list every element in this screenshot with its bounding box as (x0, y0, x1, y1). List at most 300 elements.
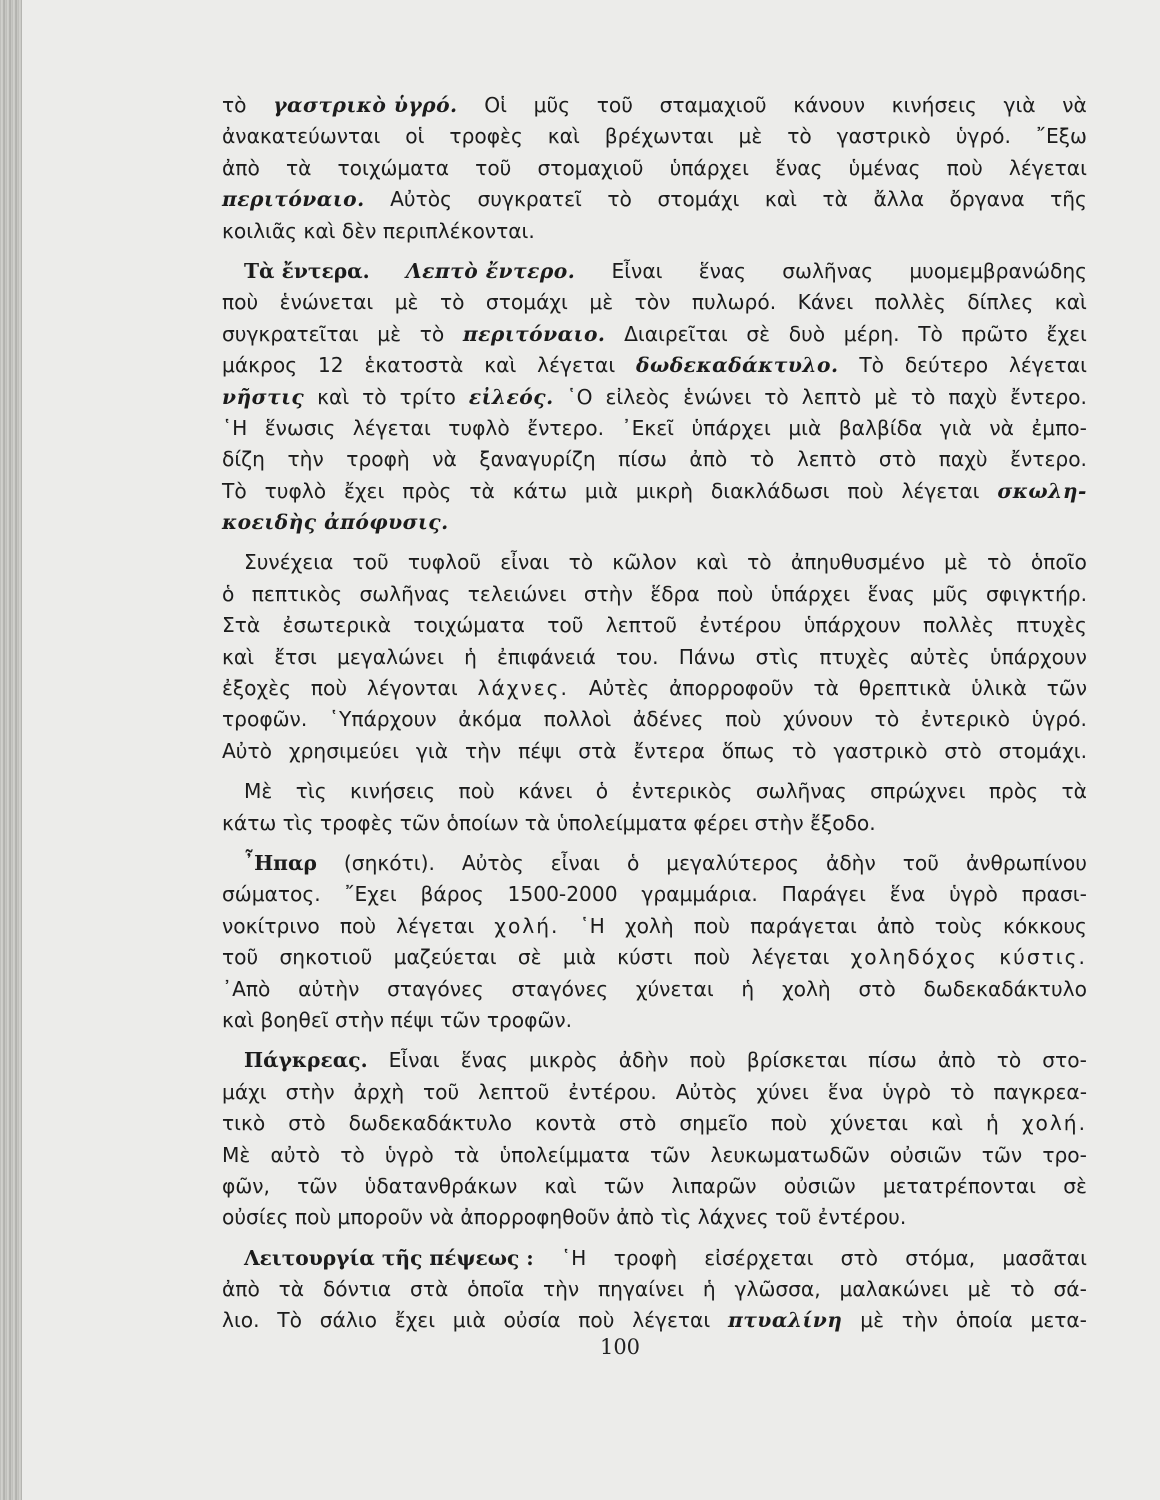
word: μιὰ (452, 1308, 486, 1333)
word: κόκκους (1002, 913, 1087, 938)
word: ἕνας (698, 258, 747, 283)
word: ἔντερο. (1010, 384, 1087, 409)
word: ὑπάρχουν (989, 644, 1087, 669)
word: χολὴ (624, 913, 674, 938)
word: ἕδρα (650, 581, 700, 606)
word: ὑγρό. (1031, 707, 1087, 732)
word: καὶ (484, 353, 517, 378)
text-line (222, 90, 1087, 121)
word: τὴν (901, 1308, 938, 1333)
word: ῾Υπάρχουν (328, 707, 437, 732)
word: πέψι (518, 738, 562, 763)
word: κάνουν (793, 93, 865, 117)
text-line (222, 808, 1087, 839)
word: σημεῖο (679, 1111, 748, 1136)
word: ἐσωτερικὰ (282, 613, 392, 638)
word: ἀπορροφοῦν (669, 676, 794, 701)
word: πολλὲς (874, 290, 946, 315)
word: τῶν (1046, 676, 1087, 701)
word: Στὰ (222, 613, 261, 638)
word: σὲ (746, 321, 771, 346)
word: Λειτουργία τῆς πέψεως : (244, 1245, 534, 1270)
word: ᾿Εκεῖ (621, 415, 675, 440)
word: εἶναι (500, 550, 550, 575)
word: πρὸς (988, 779, 1039, 804)
word: τοῦ (902, 850, 939, 875)
word: τὰ (278, 1277, 305, 1302)
text-line (222, 942, 1087, 973)
word: σπρώχνει (870, 779, 966, 804)
text-line (222, 579, 1087, 610)
word: τοὺς (934, 913, 983, 938)
word: στομάχι (657, 187, 740, 212)
word: πίσω (618, 447, 667, 472)
word: τὸ (996, 1048, 1022, 1073)
word: οὐσιῶν (889, 1142, 962, 1167)
word: λέγεται (396, 913, 475, 938)
word: παχὺ (938, 447, 988, 472)
word: μῦς (533, 93, 571, 117)
word: πηγαίνει (598, 1277, 685, 1302)
word: πρασι- (1021, 882, 1087, 907)
word: Πάγκρεας. (244, 1048, 368, 1073)
word: μεγαλώνει (337, 644, 444, 669)
word: ἕνωσις (264, 415, 336, 440)
word: ἔχει (343, 478, 385, 503)
word: καὶ (930, 1111, 963, 1136)
word: τὸ (874, 707, 900, 732)
word: συγκρατεῖται (222, 321, 359, 346)
word: μάχι (222, 1079, 267, 1104)
word: ποὺ (693, 913, 730, 938)
word: κάτω τὶς τροφὲς τῶν ὁποίων τὰ ὑπολείμματα φέρει στὴν ἔξοδο. (222, 810, 876, 835)
word: τὸ (910, 384, 936, 409)
word: βάρος (420, 882, 484, 907)
word: ὅπως (721, 738, 775, 763)
word: ὁποία (955, 1308, 1013, 1333)
word: στὴν (285, 1079, 335, 1104)
word: λέγεται (1008, 353, 1087, 378)
word: καὶ (317, 384, 350, 409)
word: ῎Εξω (1035, 124, 1087, 149)
word: τῶν (297, 1173, 338, 1198)
word: ὁποῖο (1030, 550, 1087, 575)
word: τὰ (285, 155, 312, 180)
word: ποὺ (689, 1048, 726, 1073)
text-line (222, 673, 1087, 704)
word: ἀκόμα (458, 707, 522, 732)
word: τὴν (542, 1277, 580, 1302)
word: λέγεται (537, 353, 616, 378)
word: λέγεται (352, 415, 431, 440)
word: ὑπάρχουν (803, 613, 901, 638)
word: πολλοὶ (543, 707, 612, 732)
word: Παράγει (781, 882, 866, 907)
word: μιὰ (562, 945, 596, 970)
word: ἑκατοστὰ (364, 353, 464, 378)
word: σὲ (1063, 1173, 1087, 1198)
word: συγκρατεῖ (477, 187, 582, 212)
word: μετατρέπονται (882, 1173, 1036, 1198)
word: καὶ βοηθεῖ στὴν πέψι τῶν τροφῶν. (222, 1007, 573, 1032)
word: σταγόνες (511, 976, 609, 1001)
text-line (222, 256, 1087, 287)
word: στὸ (288, 1111, 326, 1136)
word: στομαχιοῦ (537, 155, 644, 180)
word: δίπλες (967, 290, 1034, 315)
word: βαλβίδα (838, 415, 923, 440)
word: γραμμάρια. (641, 882, 758, 907)
word: ἀπηυθυσμένο (790, 550, 925, 575)
word: σφιγκτήρ. (986, 581, 1087, 606)
word: ἀπὸ (689, 447, 728, 472)
word: ἀπὸ (222, 155, 260, 180)
word: τὸ (340, 1142, 365, 1167)
word: περιτόναιο. (222, 187, 365, 212)
word: ἔτσι (274, 644, 317, 669)
word: τοῦ (423, 1079, 460, 1104)
word: κινήσεις (891, 93, 977, 117)
text-line (222, 974, 1087, 1005)
word: ποὺ (310, 676, 348, 701)
word: μυομεμβρανώδης (909, 258, 1087, 283)
word: νοκίτρινο (222, 913, 320, 938)
word: διακλάδωσι (710, 478, 830, 503)
word: ποὺ (770, 1111, 808, 1136)
word: Πάνω (678, 644, 736, 669)
word: Τὸ (277, 1308, 302, 1333)
word: τῶν (603, 1173, 645, 1198)
word: ὄργανα (949, 187, 1025, 212)
word: ἔχει (394, 1308, 436, 1333)
word: ποὺ (946, 155, 983, 180)
word: ποὺ (458, 779, 495, 804)
word: ποὺ (578, 1308, 615, 1333)
word: λεπτὸ (801, 384, 862, 409)
word: οἱ (405, 124, 425, 149)
word: ὑμένας (848, 155, 921, 180)
word: κάνει (518, 779, 573, 804)
word: ἕνα (827, 1079, 864, 1104)
word: καὶ (547, 124, 580, 149)
word: λεπτὸ (796, 447, 857, 472)
word: τὴν (464, 738, 502, 763)
word: σκωλη- (997, 478, 1087, 503)
word: τὰ (1061, 779, 1087, 804)
word: λευκωματωδῶν (710, 1142, 870, 1167)
word: τοῦ (596, 93, 633, 117)
word: μὲ (377, 321, 402, 346)
word: εἰσέρχεται (704, 1245, 814, 1270)
word: μετα- (1030, 1308, 1087, 1333)
word: κοειδὴς ἀπόφυσις. (222, 510, 449, 535)
word: Κάνει (797, 290, 854, 315)
word: μαζεύεται (393, 945, 497, 970)
word: τοῦ (222, 945, 259, 970)
word: ὑπάρχει (669, 155, 749, 180)
word: σταγόνες (387, 976, 484, 1001)
word: τὰ (822, 187, 848, 212)
text-line (222, 153, 1087, 184)
word: λέγεται (901, 478, 980, 503)
word: θρεπτικὰ (858, 676, 952, 701)
book-page-edges (0, 0, 22, 1500)
word: χοληδόχος (850, 945, 978, 970)
word: νὰ (989, 415, 1014, 440)
word: καὶ (222, 644, 255, 669)
word: ποὺ (847, 478, 884, 503)
word: τροφὴ (346, 447, 410, 472)
word: ἀδὴν (618, 1048, 669, 1073)
text-line (222, 1202, 1087, 1233)
word: Συνέχεια (244, 550, 334, 575)
word: μέρη. (843, 321, 900, 346)
text-line (222, 287, 1087, 318)
word: αὐτὴν (298, 976, 360, 1001)
word: νὰ (432, 447, 457, 472)
word: τὸ (419, 321, 445, 346)
word: καὶ (695, 550, 728, 575)
word: χρησιμεύει (288, 738, 399, 763)
word: ποὺ (339, 913, 377, 938)
word: μεγαλύτερος (666, 850, 800, 875)
word: κύστι (617, 945, 673, 970)
word: νὰ (1062, 93, 1087, 117)
word: Αὐτὸς (461, 850, 524, 875)
word: ποὺ (693, 945, 731, 970)
text-line (222, 1140, 1087, 1171)
word: τὸ (749, 447, 775, 472)
word: 1500-2000 (507, 882, 618, 907)
word: στο- (1042, 1048, 1087, 1073)
word: οὐσίες ποὺ μποροῦν νὰ ἀπορροφηθοῦν ἀπὸ τὶς λάχνες τοῦ ἐντέρου. (222, 1205, 907, 1230)
word: ὁ (595, 779, 609, 804)
word: ἕνας (775, 155, 823, 180)
word: δόντια (322, 1277, 392, 1302)
word: ἀδένες (632, 707, 704, 732)
word: γλῶσσα, (734, 1277, 821, 1302)
word: Τὸ (222, 478, 247, 503)
word: τελειώνει (467, 581, 567, 606)
word: οὐσιῶν (783, 1173, 856, 1198)
text-line (222, 476, 1087, 507)
word: ἡ (464, 644, 477, 669)
word: ξαναγυρίζη (479, 447, 596, 472)
word: ῎Εχει (344, 882, 397, 907)
word: τοιχώματα (413, 613, 525, 638)
text-line (222, 1274, 1087, 1305)
word: ὑγρὸ (882, 1079, 932, 1104)
word: πτυαλίνη (727, 1308, 843, 1333)
word: σωλῆνας (782, 258, 874, 283)
word: μιὰ (584, 478, 618, 503)
word: Αὐτὸ (222, 738, 272, 763)
text-line (222, 1171, 1087, 1202)
word: λέγονται (366, 676, 458, 701)
word: περιτόναιο. (462, 321, 606, 346)
word: ἐντερικὸς (631, 779, 733, 804)
word: εἰλεὸς (605, 384, 671, 409)
word: πολλὲς (923, 613, 995, 638)
word: τὰ (813, 676, 839, 701)
word: μικρὸς (529, 1048, 598, 1073)
word: ἔντερο. (527, 415, 605, 440)
word: Εἶναι (388, 1048, 440, 1073)
word: ὁποῖα (467, 1277, 525, 1302)
word: τὸ (787, 124, 812, 149)
word: μαλακώνει (839, 1277, 949, 1302)
word: χύνουν (783, 707, 853, 732)
word: ὑπολείμματα (499, 1142, 630, 1167)
word: Εἶναι (611, 258, 663, 283)
word: κοιλιᾶς καὶ δὲν περιπλέκονται. (222, 218, 535, 243)
word: δίζη (222, 447, 265, 472)
text-line (222, 1005, 1087, 1036)
word: σηκοτιοῦ (279, 945, 373, 970)
word: στὴν (583, 581, 633, 606)
word: ἐντέρου. (568, 1079, 657, 1104)
word: στὸ (858, 976, 896, 1001)
text-line (222, 879, 1087, 910)
word: τυφλοῦ (407, 550, 482, 575)
word: (σηκότι). (343, 850, 435, 875)
word: τρο- (1042, 1142, 1087, 1167)
word: ποὺ (222, 290, 259, 315)
text-line (222, 444, 1087, 475)
word: ἄλλα (873, 187, 925, 212)
word: μικρὴ (635, 478, 693, 503)
word: τὸν (634, 290, 671, 315)
word: ᾿Απὸ (222, 976, 271, 1001)
word: χολὴ (781, 976, 831, 1001)
word: παράγεται (750, 913, 857, 938)
word: ἑνώνεται (279, 290, 374, 315)
word: σωλῆνας (359, 581, 451, 606)
word: ἀρχὴ (353, 1079, 405, 1104)
word: ἡ (986, 1111, 999, 1136)
word: χύνεται (830, 1111, 908, 1136)
word: μὲ (967, 1277, 992, 1302)
word: δυὸ (788, 321, 826, 346)
word: Τὰ ἔντερα. (244, 258, 370, 283)
word: μὲ (589, 290, 614, 315)
word: Αὐτὸς (675, 1079, 738, 1104)
word: ποὺ (717, 581, 754, 606)
word: τῶν (981, 1142, 1023, 1167)
word: ἀπὸ (876, 913, 915, 938)
word: στὸ (878, 447, 917, 472)
word: βρίσκεται (746, 1048, 848, 1073)
word: τοῦ (352, 550, 389, 575)
word: τὸ (568, 550, 594, 575)
word: δεύτερο (904, 353, 989, 378)
word: ἐντέρου (699, 613, 782, 638)
word: σὲ (517, 945, 542, 970)
word: χολή. (494, 913, 560, 938)
word: τὸ (439, 290, 465, 315)
word: τοῦ (547, 613, 584, 638)
word: κύστις. (999, 945, 1087, 970)
word: τὸ (362, 384, 387, 409)
word: ὑγρὸ (384, 1142, 434, 1167)
word: τοῦ (475, 155, 512, 180)
word: ὁ (222, 581, 235, 606)
word: πυλωρό. (691, 290, 777, 315)
word: καὶ (764, 187, 797, 212)
word: τὸ (1010, 1277, 1035, 1302)
word: παχὺ (948, 384, 998, 409)
word: Αὐτὸς (390, 187, 452, 212)
word: γιὰ (1003, 93, 1036, 117)
word: τὸ (987, 550, 1012, 575)
word: κοντὰ (535, 1111, 597, 1136)
word: στὸ (840, 1245, 878, 1270)
word: φῶν, (222, 1173, 270, 1198)
text-line (222, 1077, 1087, 1108)
text-line (222, 413, 1087, 444)
word: νῆστις (222, 384, 305, 409)
page-text (222, 90, 1087, 1337)
word: δωδεκαδάκτυλο (923, 976, 1087, 1001)
text-line (222, 382, 1087, 413)
word: τὸ (791, 738, 817, 763)
word: ὑλικὰ (971, 676, 1027, 701)
word: τικὸ (222, 1111, 266, 1136)
word: τυφλὸ (448, 415, 510, 440)
word: ἡ (702, 1277, 716, 1302)
word: σωλῆνας (755, 779, 847, 804)
word: εἶναι (550, 850, 600, 875)
word: μὲ (738, 124, 763, 149)
word: μὲ (394, 290, 419, 315)
word: τὸ (747, 550, 772, 575)
word: γιὰ (939, 415, 972, 440)
text-line (222, 1243, 1087, 1274)
word: σώματος. (222, 882, 321, 907)
word: Λεπτὸ ἔντερο. (405, 258, 576, 283)
word: ποὺ (725, 707, 762, 732)
word: ἕνας (460, 1048, 509, 1073)
word: αὐτὸ (270, 1142, 321, 1167)
word: λέγεται (632, 1308, 711, 1333)
word: λεπτοῦ (605, 613, 677, 638)
word: καὶ (1054, 290, 1087, 315)
word: τρίτο (399, 384, 456, 409)
word: ἕνας (867, 581, 915, 606)
word: ἔντερα (633, 738, 705, 763)
text-line (222, 1108, 1087, 1139)
word: στομάχι (485, 290, 568, 315)
text-line (222, 184, 1087, 215)
text-line (222, 911, 1087, 942)
word: λέγεται (1008, 155, 1087, 180)
word: ῾Η (561, 1245, 587, 1270)
word: ἀπὸ (937, 1048, 976, 1073)
word: δωδεκαδάκτυλο (348, 1111, 512, 1136)
word: τὶς (295, 779, 327, 804)
word: γαστρικὸ ὑγρό. (273, 93, 458, 117)
word: μὲ (860, 1308, 884, 1333)
text-line (222, 507, 1087, 538)
word: γιὰ (415, 738, 449, 763)
word: δωδεκαδάκτυλο. (636, 353, 839, 378)
word: πτυχὲς (1016, 613, 1087, 638)
word: Διαιρεῖται (624, 321, 728, 346)
word: ὑγρὸ (949, 882, 998, 907)
word: ῾Η (222, 415, 248, 440)
word: αὐτὲς (909, 644, 970, 669)
word: παγκρεα- (993, 1079, 1087, 1104)
